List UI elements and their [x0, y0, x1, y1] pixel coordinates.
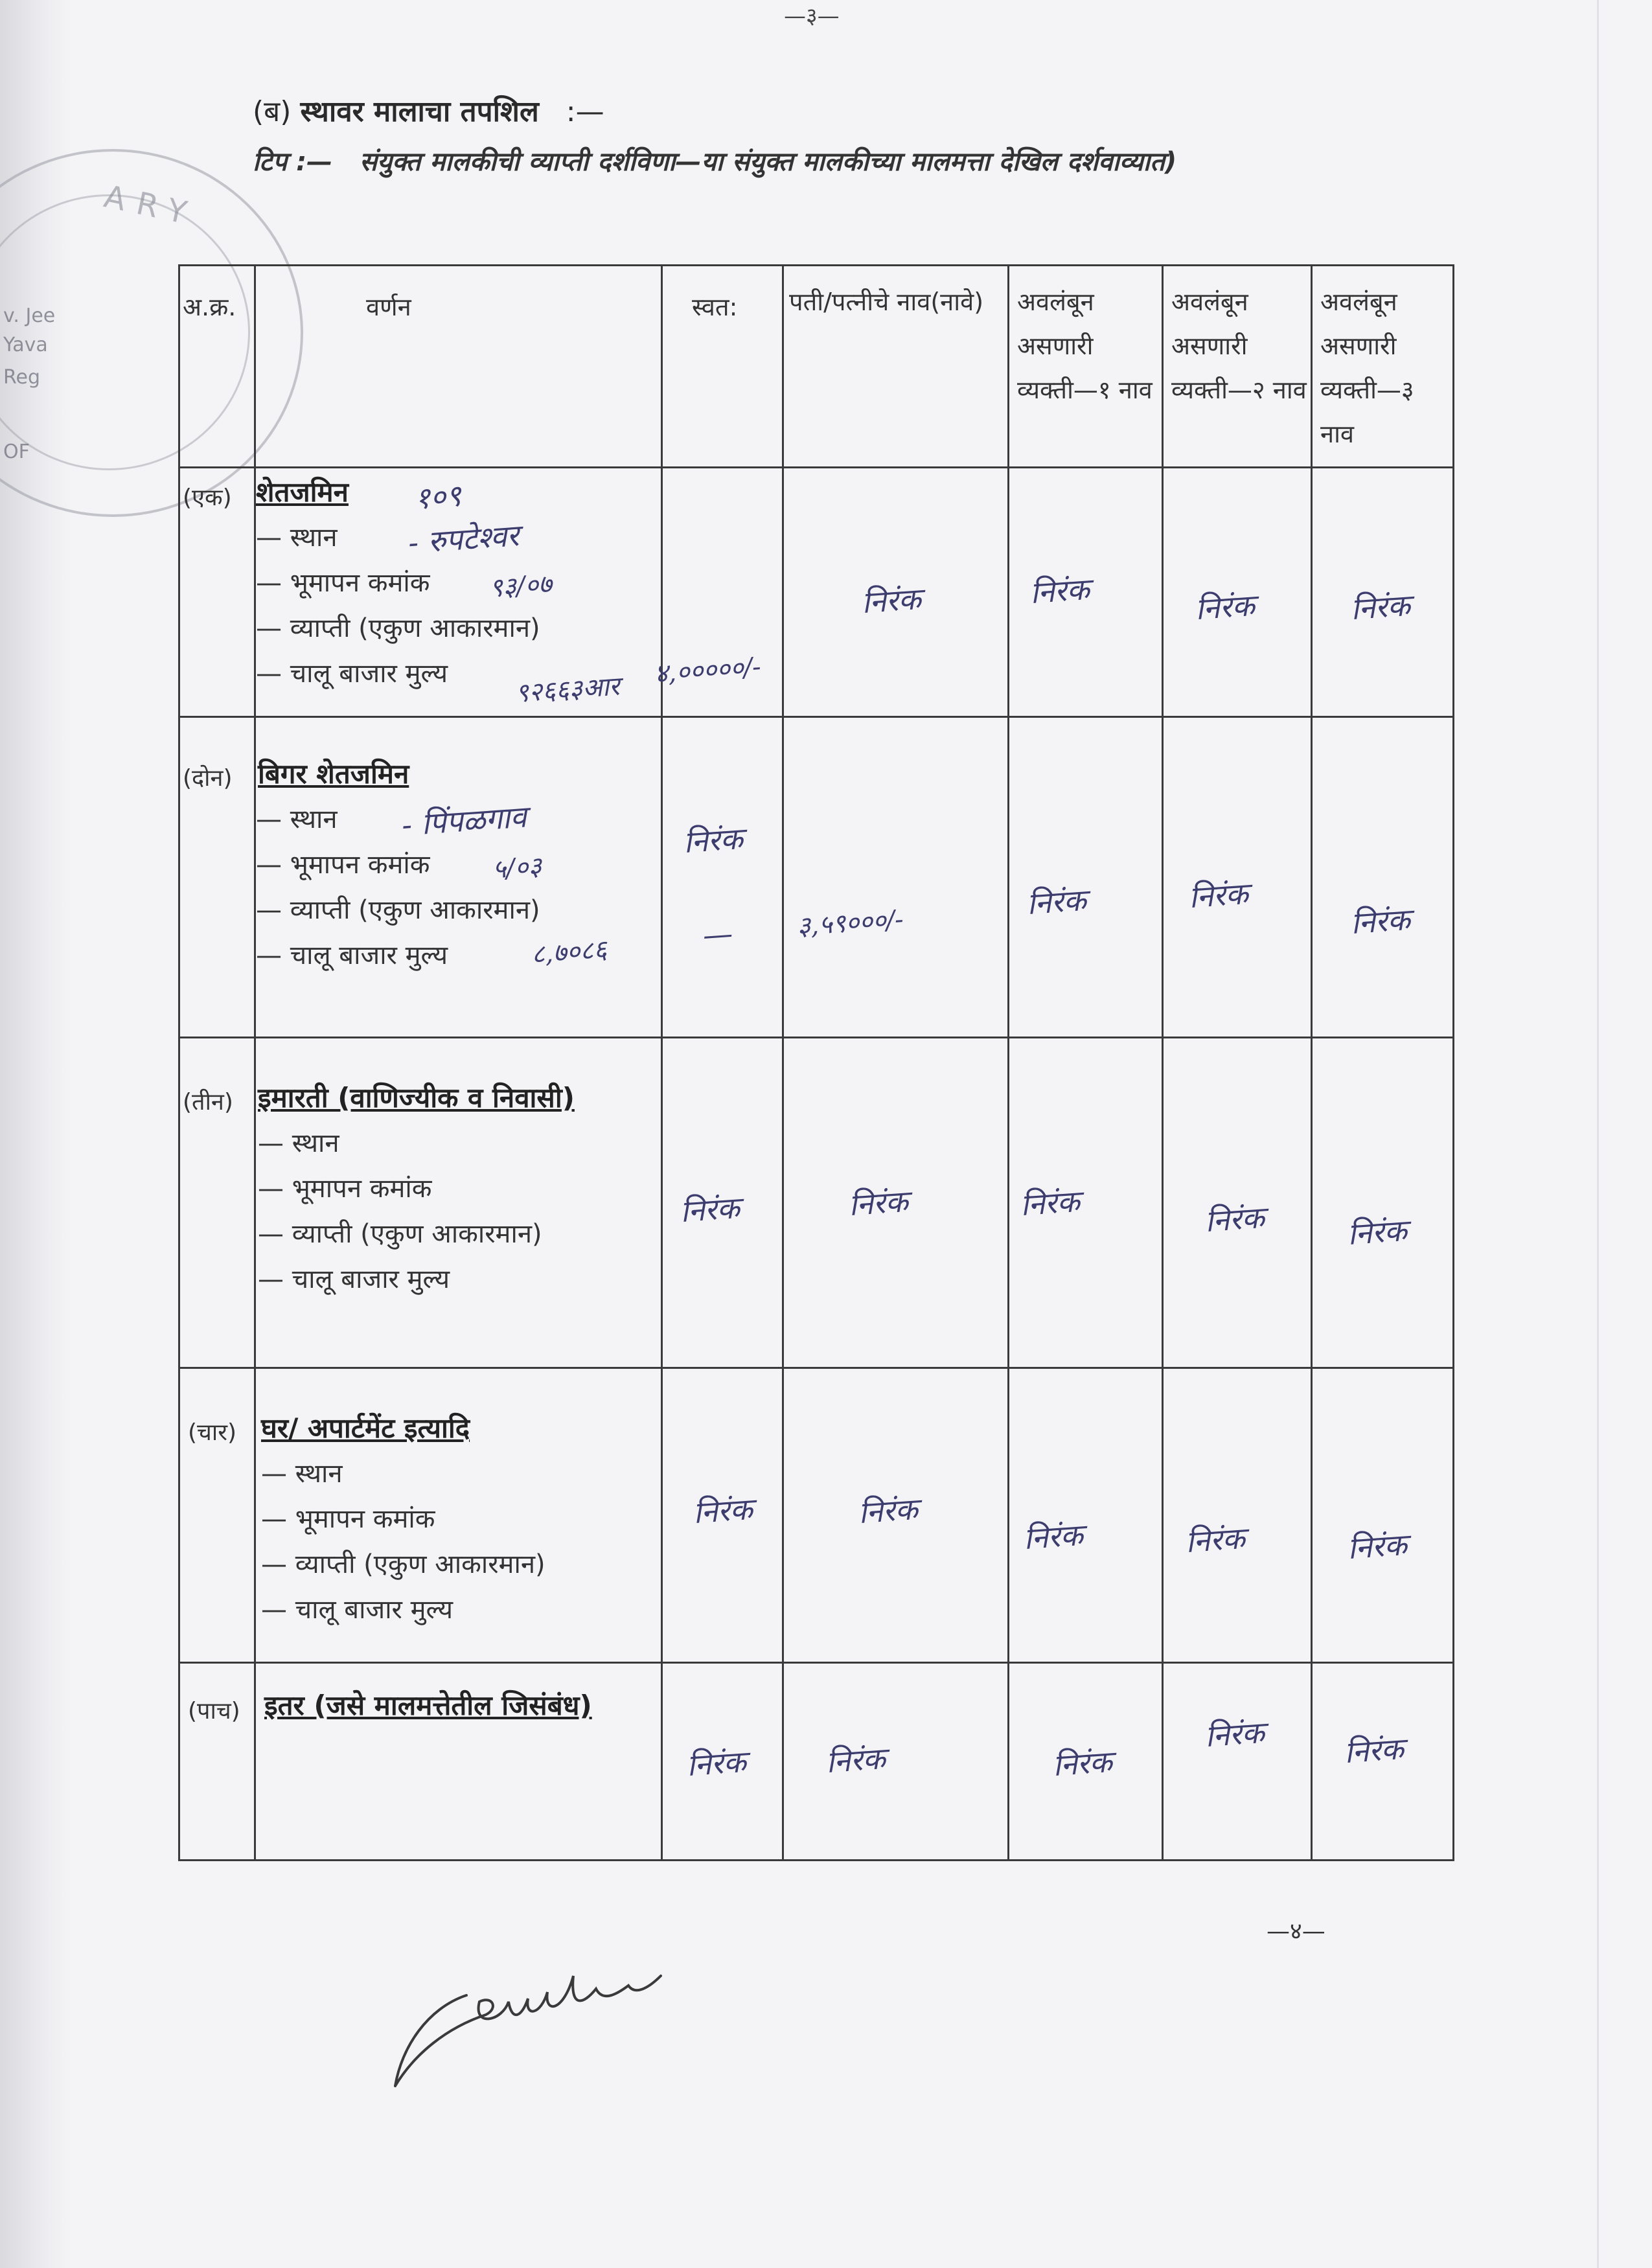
handwritten-entry: निरंक	[1187, 875, 1250, 915]
table-rule	[178, 1037, 1454, 1038]
handwritten-entry: ८,७०८६	[530, 934, 608, 970]
header-self: स्वत:	[692, 293, 738, 321]
row-number: (दोन)	[183, 765, 233, 792]
handwritten-entry: निरंक	[682, 820, 744, 860]
table-column-rule	[782, 264, 784, 1861]
table-column-rule	[1311, 264, 1313, 1861]
header-spouse: पती/पत्नीचे नाव(नावे)	[789, 288, 984, 316]
handwritten-entry: ४,०००००/-	[653, 652, 763, 689]
handwritten-entry: निरंक	[1026, 882, 1088, 922]
handwritten-entry: - पिंपळगाव	[400, 799, 528, 843]
row-title: घर/ अपार्टमेंट इत्यादि	[261, 1412, 470, 1444]
row-number: (एक)	[183, 485, 232, 511]
sub-item-value: — चालू बाजार मुल्य	[256, 659, 448, 689]
table-column-rule	[661, 264, 663, 1861]
handwritten-entry: निरंक	[1346, 1212, 1408, 1252]
row-number: (चार)	[188, 1419, 236, 1446]
row-title: बिगर शेतजमिन	[258, 758, 409, 790]
sub-item-location: — स्थान	[256, 523, 338, 553]
handwritten-entry: ९३/०७	[488, 569, 553, 604]
table-column-rule	[1162, 264, 1164, 1861]
note	[253, 136, 1451, 188]
sub-item-value: — चालू बाजार मुल्य	[258, 1265, 450, 1294]
header-dependent-1: अवलंबून असणारी व्यक्ती—१ नाव	[1017, 288, 1153, 404]
row-sub-items	[261, 1451, 545, 1632]
handwritten-entry: निरंक	[825, 1740, 887, 1780]
table-rule	[178, 716, 1454, 718]
note-text: संयुक्त मालकीची व्याप्ती दर्शविणा—या संयुक्त मालकीच्या मालमत्ता देखिल दर्शवाव्यात)	[359, 147, 1177, 177]
top-page-number: —३—	[784, 3, 840, 29]
handwritten-entry: निरंक	[857, 1491, 919, 1531]
sub-item-location: — स्थान	[256, 805, 338, 834]
bottom-page-number: —४—	[1267, 1918, 1325, 1945]
row-title: इमारती (वाणिज्यीक व निवासी)	[258, 1082, 575, 1114]
handwritten-entry: १०९	[413, 477, 463, 516]
row-sub-items	[258, 1121, 542, 1302]
sub-item-survey: — भूमापन कमांक	[256, 850, 430, 880]
handwritten-entry: निरंक	[692, 1491, 754, 1531]
stamp-side-line: Yava	[3, 334, 48, 356]
handwritten-entry: निरंक	[1184, 1520, 1246, 1560]
row-title: शेतजमिन	[256, 476, 349, 508]
handwritten-entry: निरंक	[860, 580, 923, 621]
table-rule	[178, 1367, 1454, 1369]
handwritten-entry: निरंक	[1022, 1517, 1084, 1557]
row-title: इतर (जसे मालमत्तेतील जिसंबंध)	[264, 1690, 592, 1721]
stamp-side-line: Reg	[3, 366, 40, 389]
sub-item-area: — व्याप्ती (एकुण आकारमान)	[256, 613, 540, 643]
sub-item-value: — चालू बाजार मुल्य	[256, 941, 448, 970]
stamp-text: ARY	[100, 178, 201, 234]
handwritten-entry: ९२६६३आर	[514, 671, 621, 709]
handwritten-entry: ५/०३	[491, 851, 543, 885]
sub-item-survey: — भूमापन कमांक	[256, 568, 430, 598]
handwritten-entry: निरंक	[1204, 1714, 1266, 1754]
handwritten-entry: निरंक	[679, 1189, 741, 1230]
section-heading	[253, 91, 604, 130]
sub-item-survey: — भूमापन कमांक	[261, 1504, 435, 1534]
handwritten-entry: निरंक	[847, 1183, 910, 1223]
handwritten-entry: निरंक	[1194, 587, 1256, 627]
header-dependent-2: अवलंबून असणारी व्यक्ती—२ नाव	[1171, 288, 1307, 404]
sub-item-survey: — भूमापन कमांक	[258, 1174, 432, 1204]
handwritten-entry: निरंक	[1029, 571, 1091, 611]
handwritten-entry: निरंक	[1051, 1743, 1114, 1783]
signature	[389, 1956, 700, 2099]
stamp-side-line: v. Jee	[3, 304, 56, 327]
row-number: (पाच)	[188, 1698, 240, 1724]
page-fold-line	[1597, 0, 1599, 2268]
sub-item-location: — स्थान	[261, 1459, 343, 1489]
sub-item-value: — चालू बाजार मुल्य	[261, 1595, 453, 1625]
handwritten-entry: - रुपटेश्वर	[407, 518, 520, 560]
stamp-side-line: OF	[3, 441, 30, 463]
sub-item-area: — व्याप्ती (एकुण आकारमान)	[258, 1219, 542, 1249]
handwritten-entry: ३,५९०००/-	[796, 904, 905, 942]
handwritten-entry: निरंक	[1343, 1730, 1405, 1770]
handwritten-entry: निरंक	[1349, 587, 1412, 627]
handwritten-entry: —	[702, 915, 734, 953]
sub-item-area: — व्याप्ती (एकुण आकारमान)	[261, 1550, 545, 1579]
header-serial: अ.क्र.	[183, 293, 236, 321]
handwritten-entry: निरंक	[685, 1743, 748, 1783]
section-suffix: :—	[566, 95, 604, 128]
sub-item-location: — स्थान	[258, 1128, 339, 1158]
header-dependent-3: अवलंबून असणारी व्यक्ती—३ नाव	[1320, 288, 1414, 448]
sub-item-area: — व्याप्ती (एकुण आकारमान)	[256, 895, 540, 925]
row-number: (तीन)	[183, 1089, 233, 1116]
note-label: टिप :—	[253, 147, 333, 177]
section-title: स्थावर मालाचा तपशिल	[300, 95, 539, 128]
handwritten-entry: निरंक	[1346, 1526, 1408, 1566]
handwritten-entry: निरंक	[1019, 1183, 1081, 1223]
handwritten-entry: निरंक	[1349, 901, 1412, 941]
table-rule	[178, 1662, 1454, 1664]
table-column-rule	[1007, 264, 1009, 1861]
table-rule	[178, 466, 1454, 468]
handwritten-entry: निरंक	[1204, 1199, 1266, 1239]
header-description: वर्णन	[366, 293, 411, 321]
section-prefix: (ब)	[253, 95, 292, 128]
